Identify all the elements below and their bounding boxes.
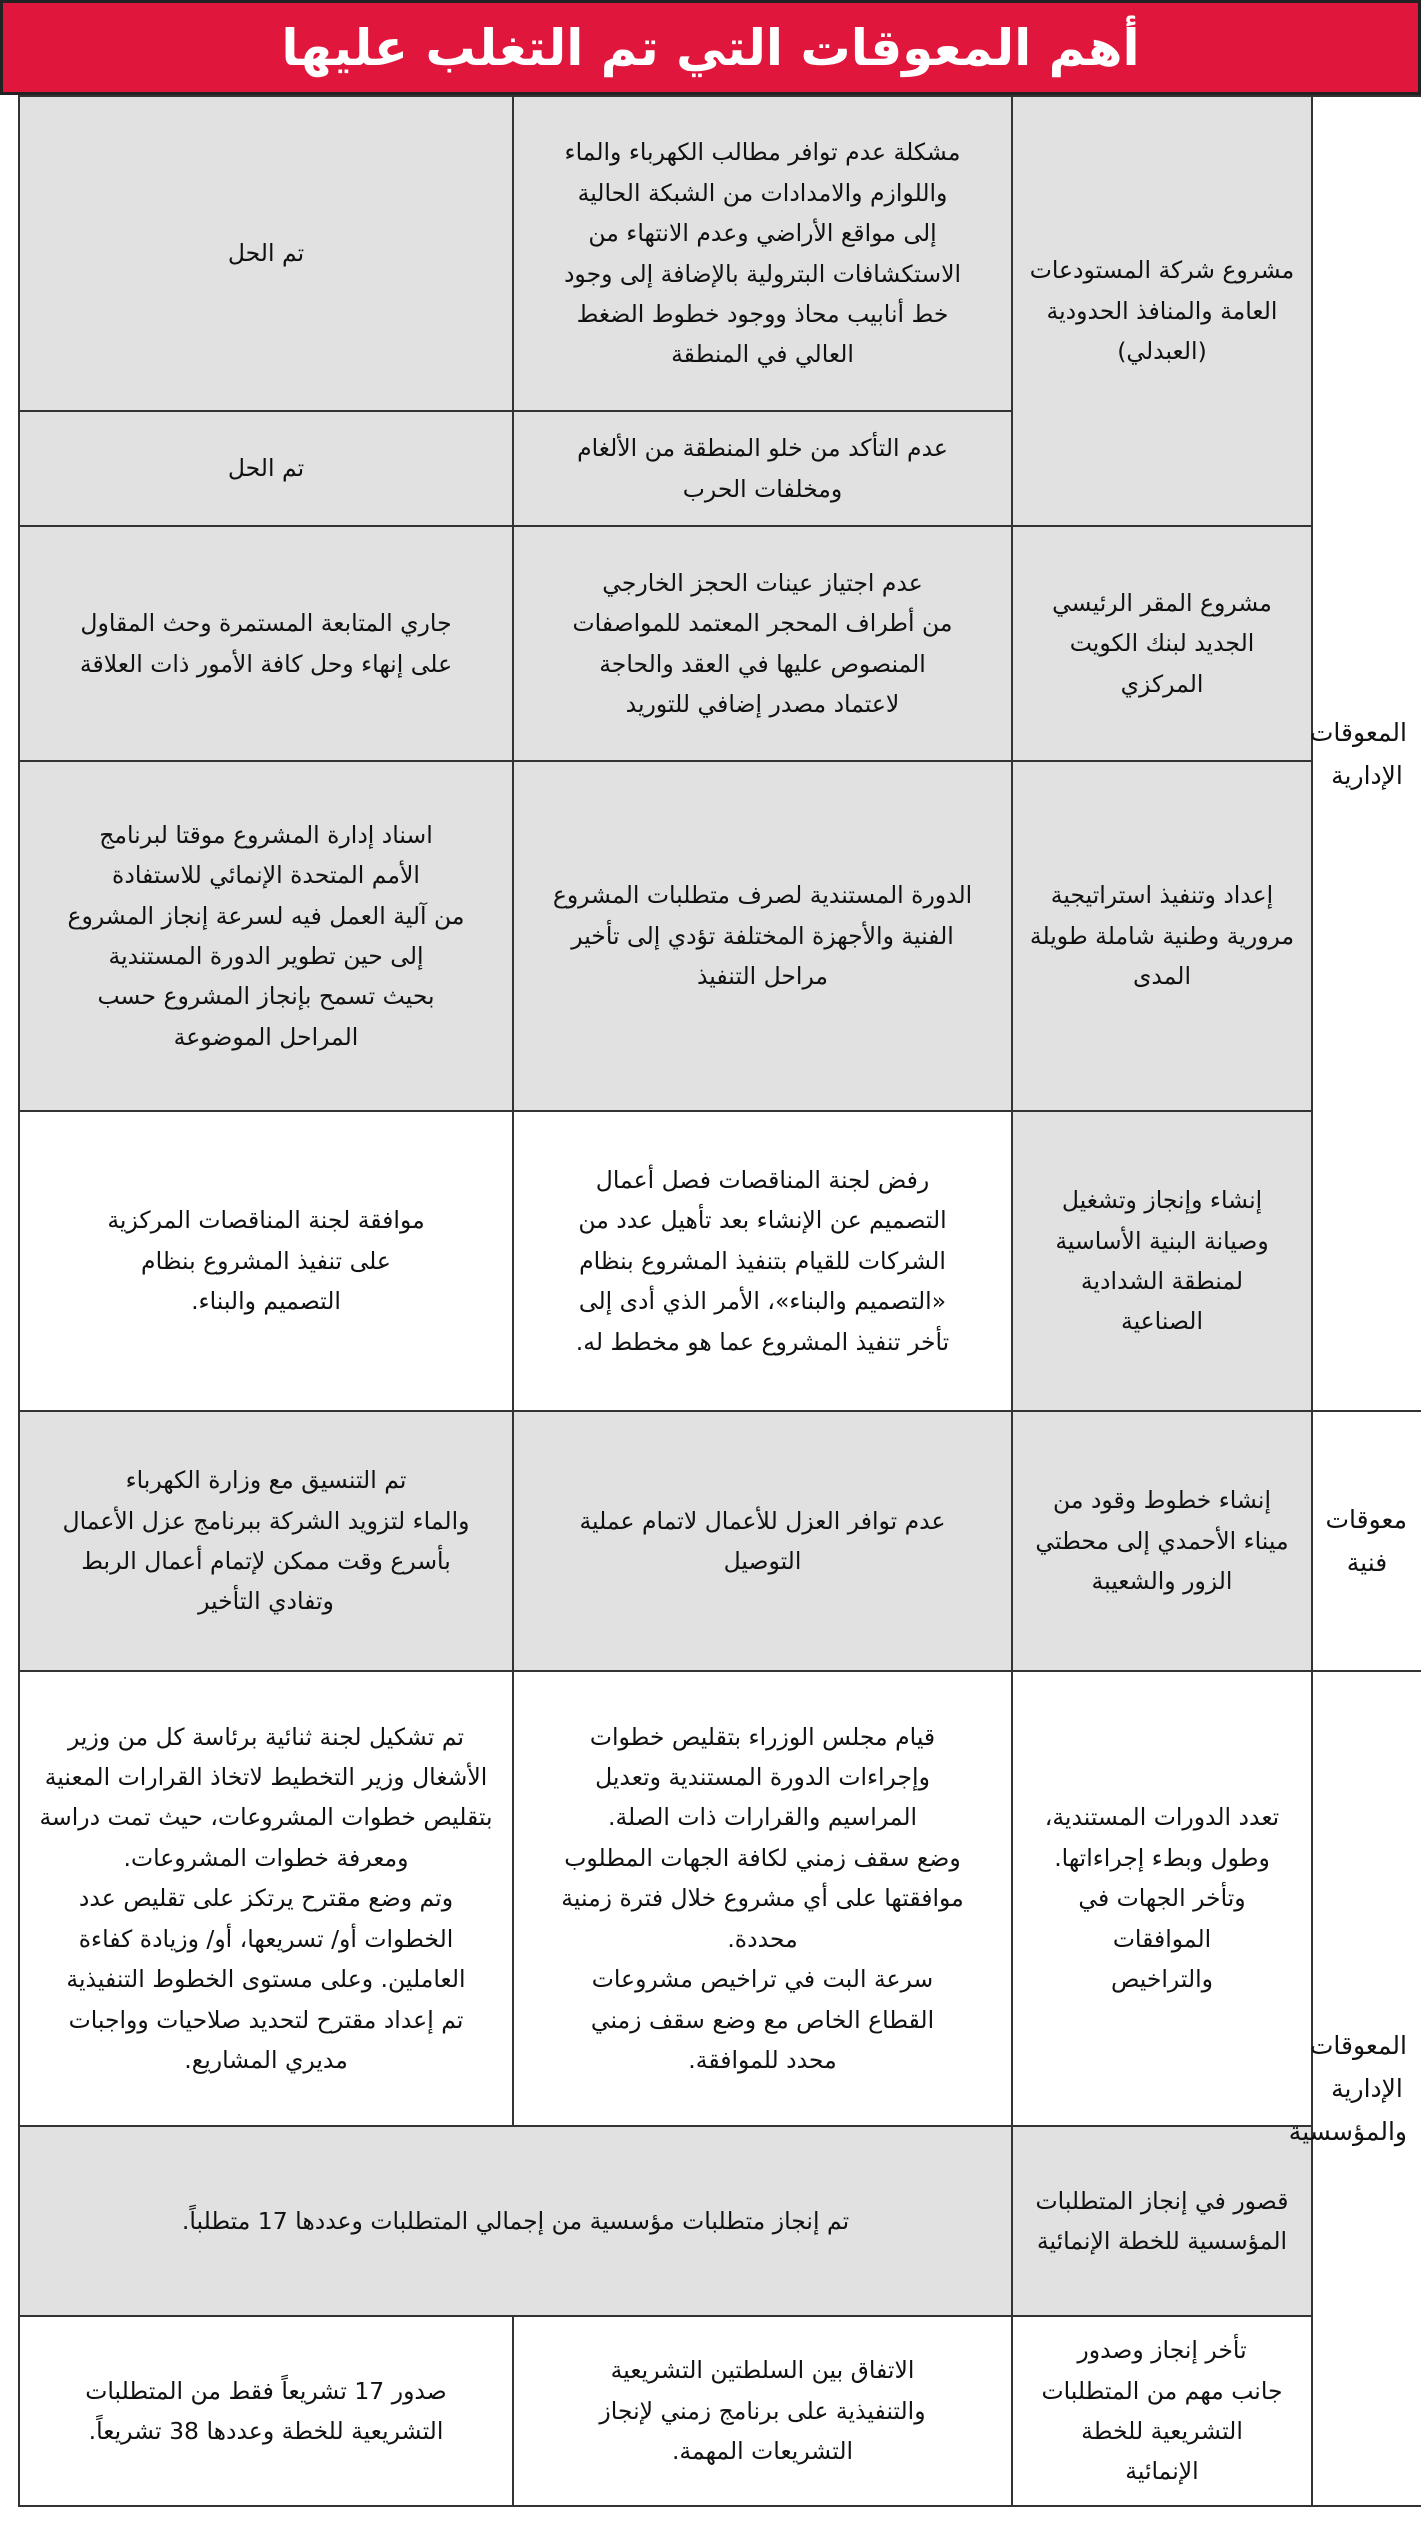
title-banner xyxy=(0,0,1421,95)
project-cell: إعداد وتنفيذ استراتيجية مرورية وطنية شاملة طويلة المدى xyxy=(1012,761,1312,1111)
project-cell: قصور في إنجاز المتطلبات المؤسسية للخطة الإنمائية xyxy=(1012,2126,1312,2316)
solution-cell: تم تشكيل لجنة ثنائية برئاسة كل من وزير الأشغال وزير التخطيط لاتخاذ القرارات المعنية بتقليص خطوات المشروعات، حيث تمت دراسة ومعرفة خطوات المشروعات. وتم وضع مقترح يرتكز على تقليص عدد الخطوات أو/ تسريعها، أو/ وزيادة كفاءة العاملين. وعلى مستوى الخطوط التنفيذية تم إعداد مقترح لتحديد صلاحيات وواجبات مديري المشاريع. xyxy=(19,1671,513,2126)
solution-cell: موافقة لجنة المناقصات المركزية على تنفيذ المشروع بنظام التصميم والبناء. xyxy=(19,1111,513,1411)
category-technical: معوقات فنية xyxy=(1312,1411,1421,1671)
table-row xyxy=(19,1671,1421,2126)
merged-result-cell: تم إنجاز متطلبات مؤسسية من إجمالي المتطلبات وعددها 17 متطلباً. xyxy=(19,2126,1012,2316)
solution-cell: صدور 17 تشريعاً فقط من المتطلبات التشريعية للخطة وعددها 38 تشريعاً. xyxy=(19,2316,513,2506)
solution-cell: تم التنسيق مع وزارة الكهرباء والماء لتزويد الشركة ببرنامج عزل الأعمال بأسرع وقت ممكن لإتمام أعمال الربط وتفادي التأخير xyxy=(19,1411,513,1671)
project-cell: تعدد الدورات المستندية، وطول وبطء إجراءاتها. وتأخر الجهات في الموافقات والتراخيص xyxy=(1012,1671,1312,2126)
project-cell: مشروع المقر الرئيسي الجديد لبنك الكويت المركزي xyxy=(1012,526,1312,761)
table-row xyxy=(19,1111,1421,1411)
category-admin-institutional: المعوقات الإدارية والمؤسسية xyxy=(1312,1671,1421,2506)
table-row xyxy=(19,2316,1421,2506)
obstacle-cell: الاتفاق بين السلطتين التشريعية والتنفيذية على برنامج زمني لإنجاز التشريعات المهمة. xyxy=(513,2316,1012,2506)
table-row xyxy=(19,2126,1421,2316)
solution-cell: تم الحل xyxy=(19,96,513,411)
solution-cell: تم الحل xyxy=(19,411,513,526)
obstacle-cell: عدم توافر العزل للأعمال لاتمام عملية التوصيل xyxy=(513,1411,1012,1671)
project-cell: إنشاء وإنجاز وتشغيل وصيانة البنية الأساسية لمنطقة الشدادية الصناعية xyxy=(1012,1111,1312,1411)
category-admin: المعوقات الإدارية xyxy=(1312,96,1421,1411)
obstacle-cell: الدورة المستندية لصرف متطلبات المشروع الفنية والأجهزة المختلفة تؤدي إلى تأخير مراحل التنفيذ xyxy=(513,761,1012,1111)
page-title: أهم المعوقات التي تم التغلب عليها xyxy=(281,18,1140,77)
table-row xyxy=(19,96,1421,411)
obstacle-cell: عدم اجتياز عينات الحجز الخارجي من أطراف المحجر المعتمد للمواصفات المنصوص عليها في العقد والحاجة لاعتماد مصدر إضافي للتوريد xyxy=(513,526,1012,761)
table-row xyxy=(19,526,1421,761)
project-cell: مشروع شركة المستودعات العامة والمنافذ الحدودية (العبدلي) xyxy=(1012,96,1312,526)
obstacle-cell: عدم التأكد من خلو المنطقة من الألغام ومخلفات الحرب xyxy=(513,411,1012,526)
project-cell: تأخر إنجاز وصدور جانب مهم من المتطلبات التشريعية للخطة الإنمائية xyxy=(1012,2316,1312,2506)
solution-cell: جاري المتابعة المستمرة وحث المقاول على إنهاء وحل كافة الأمور ذات العلاقة xyxy=(19,526,513,761)
obstacles-table xyxy=(18,95,1421,2507)
solution-cell: اسناد إدارة المشروع موقتا لبرنامج الأمم المتحدة الإنمائي للاستفادة من آلية العمل فيه لسرعة إنجاز المشروع إلى حين تطوير الدورة المستندية بحيث تسمح بإنجاز المشروع حسب المراحل الموضوعة xyxy=(19,761,513,1111)
project-cell: إنشاء خطوط وقود من ميناء الأحمدي إلى محطتي الزور والشعيبة xyxy=(1012,1411,1312,1671)
table-row xyxy=(19,761,1421,1111)
table-row xyxy=(19,1411,1421,1671)
obstacle-cell: مشكلة عدم توافر مطالب الكهرباء والماء واللوازم والامدادات من الشبكة الحالية إلى مواقع الأراضي وعدم الانتهاء من الاستكشافات البترولية بالإضافة إلى وجود خط أنابيب محاذ ووجود خطوط الضغط العالي في المنطقة xyxy=(513,96,1012,411)
obstacle-cell: قيام مجلس الوزراء بتقليص خطوات وإجراءات الدورة المستندية وتعديل المراسيم والقرارات ذات الصلة. وضع سقف زمني لكافة الجهات المطلوب موافقتها على أي مشروع خلال فترة زمنية محددة. سرعة البت في تراخيص مشروعات القطاع الخاص مع وضع سقف زمني محدد للموافقة. xyxy=(513,1671,1012,2126)
obstacle-cell: رفض لجنة المناقصات فصل أعمال التصميم عن الإنشاء بعد تأهيل عدد من الشركات للقيام بتنفيذ المشروع بنظام «التصميم والبناء»، الأمر الذي أدى إلى تأخر تنفيذ المشروع عما هو مخطط له. xyxy=(513,1111,1012,1411)
